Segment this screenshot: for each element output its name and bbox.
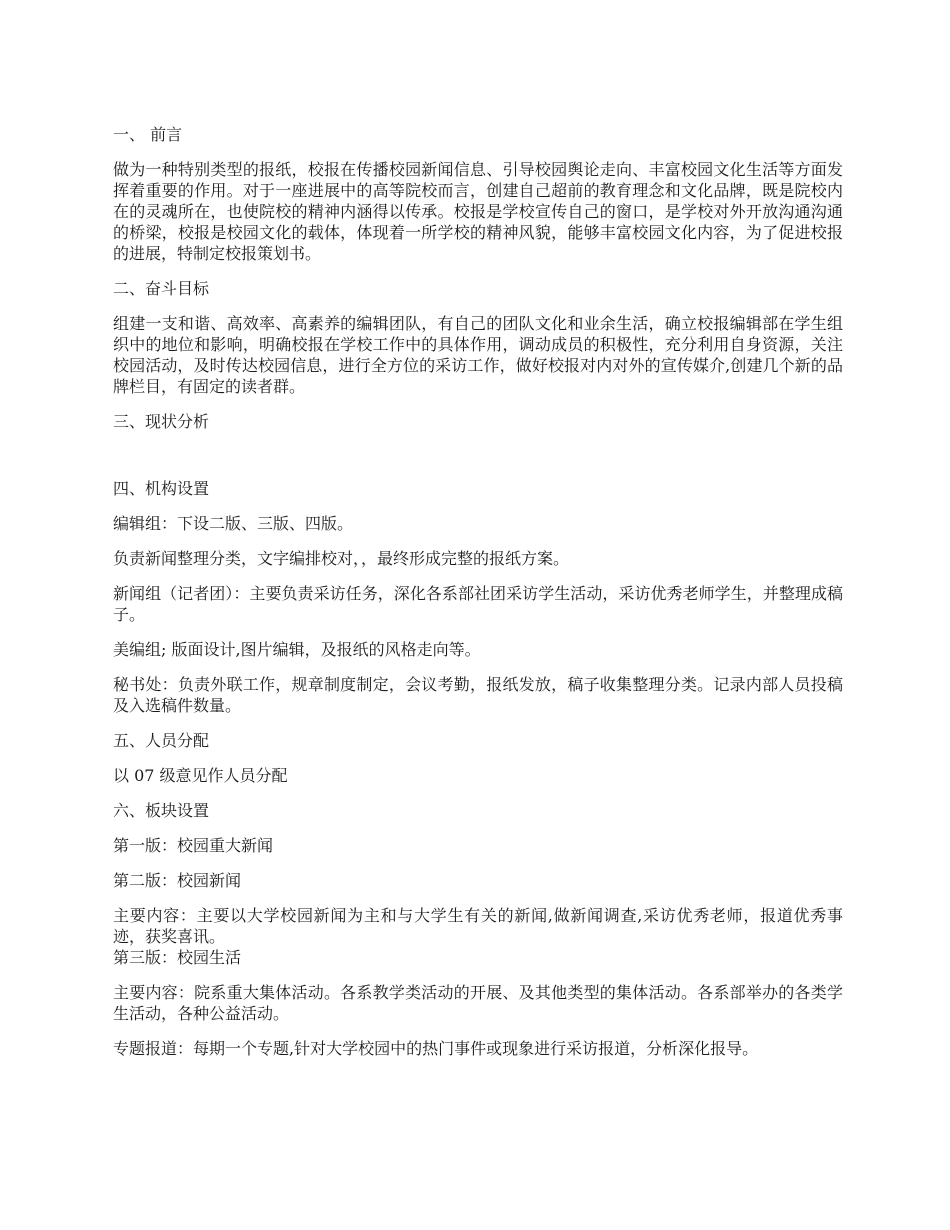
- paragraph-special-report: 专题报道：每期一个专题,针对大学校园中的热门事件或现象进行采访报道，分析深化报导。: [113, 1039, 759, 1058]
- section-heading-sections: 六、板块设置: [113, 801, 210, 820]
- paragraph-preface: 做为一种特别类型的报纸，校报在传播校园新闻信息、引导校园舆论走向、丰富校园文化生活等方面发挥着重要的作用。对于一座进展中的高等院校而言，创建自己超前的教育理念和文化品牌，既是院校内在的灵魂所在，也使院校的精神内涵得以传承。校报是学校宣传自己的窗口，是学校对外开放沟通沟通的桥梁，校报是校园文化的载体，体现着一所学校的精神风貌，能够丰富校园文化内容，为了促进校报的进展，特制定校报策划书。: [113, 160, 843, 263]
- paragraph-page2: 第二版：校园新闻: [113, 871, 242, 890]
- section-heading-status-analysis: 三、现状分析: [113, 412, 210, 431]
- paragraph-org-editing: 编辑组：下设二版、三版、四版。: [113, 514, 354, 533]
- section-heading-organization: 四、机构设置: [113, 479, 210, 498]
- paragraph-org-secretary: 秘书处：负责外联工作，规章制度制定，会议考勤，报纸发放，稿子收集整理分类。记录内部人员投稿及入选稿件数量。: [113, 675, 843, 715]
- section-heading-goal: 二、奋斗目标: [113, 279, 210, 298]
- paragraph-org-art: 美编组; 版面设计,图片编辑，及报纸的风格走向等。: [113, 640, 481, 659]
- section-heading-preface: 一、 前言: [113, 125, 183, 144]
- paragraph-page2-content: 主要内容：主要以大学校园新闻为主和与大学生有关的新闻,做新闻调查,采访优秀老师，报道优秀事迹，获奖喜讯。: [113, 906, 843, 946]
- paragraph-page3: 第三版：校园生活: [113, 948, 242, 967]
- paragraph-page1: 第一版：校园重大新闻: [113, 836, 274, 855]
- paragraph-page3-content: 主要内容：院系重大集体活动。各系教学类活动的开展、及其他类型的集体活动。各系部举办的各类学生活动，各种公益活动。: [113, 983, 843, 1023]
- paragraph-goal: 组建一支和谐、高效率、高素养的编辑团队，有自己的团队文化和业余生活，确立校报编辑部在学生组织中的地位和影响，明确校报在学校工作中的具体作用，调动成员的积极性，充分利用自身资源，关注校园活动，及时传达校园信息，进行全方位的采访工作，做好校报对内对外的宣传媒介,创建几个新的品牌栏目，有固定的读者群。: [113, 314, 843, 396]
- document-page: [113, 124, 843, 1073]
- paragraph-org-news: 新闻组（记者团）：主要负责采访任务，深化各系部社团采访学生活动，采访优秀老师学生，并整理成稿子。: [113, 584, 843, 624]
- paragraph-org-editing-duty: 负责新闻整理分类，文字编排校对，，最终形成完整的报纸方案。: [113, 549, 570, 568]
- section-heading-staffing: 五、人员分配: [113, 731, 210, 750]
- paragraph-staffing: 以 07 级意见作人员分配: [113, 766, 288, 785]
